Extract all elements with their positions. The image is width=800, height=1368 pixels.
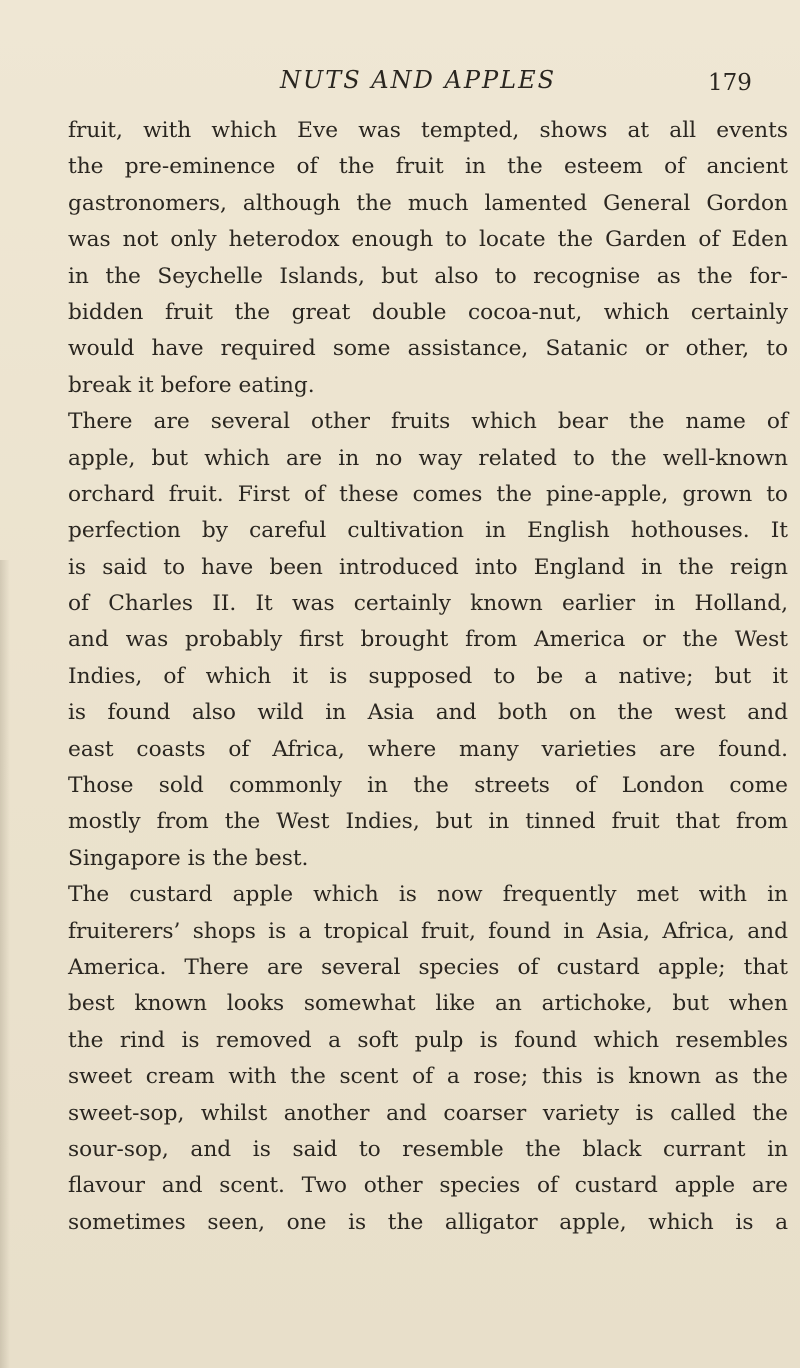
paragraph-start-line: The custard apple which is now frequently met with in — [68, 882, 788, 908]
text-line: sweet-sop, whilst another and coarser variety is called the — [68, 1100, 788, 1126]
text-line: sometimes seen, one is the alligator apple, which is a — [68, 1209, 788, 1235]
text-line: the rind is removed a soft pulp is found which resembles — [68, 1027, 788, 1053]
text-line: Indies, of which it is supposed to be a native; but it — [68, 663, 788, 689]
text-line: is said to have been introduced into England in the reign — [68, 554, 788, 580]
text-line: east coasts of Africa, where many varieties are found. — [68, 736, 788, 762]
text-line: of Charles II. It was certainly known earlier in Holland, — [68, 591, 788, 617]
text-line: Those sold commonly in the streets of London come — [68, 773, 788, 799]
text-line: mostly from the West Indies, but in tinned fruit that from — [68, 809, 788, 835]
text-line: fruiterers’ shops is a tropical fruit, found in Asia, Africa, and — [68, 918, 788, 944]
text-line: flavour and scent. Two other species of custard apple are — [68, 1173, 788, 1199]
text-line: would have required some assistance, Satanic or other, to — [68, 336, 788, 362]
text-line: was not only heterodox enough to locate the Garden of Eden — [68, 227, 788, 253]
text-line: gastronomers, although the much lamented General Gordon — [68, 190, 788, 216]
text-line: sour-sop, and is said to resemble the black currant in — [68, 1136, 788, 1162]
body-text — [68, 113, 788, 1241]
text-line: bidden fruit the great double cocoa-nut, which certainly — [68, 299, 788, 325]
text-line: America. There are several species of custard apple; that — [68, 954, 788, 980]
text-line: in the Seychelle Islands, but also to recognise as the for- — [68, 263, 788, 289]
text-line: apple, but which are in no way related to the well-known — [68, 445, 788, 471]
text-line: is found also wild in Asia and both on the west and — [68, 700, 788, 726]
paragraph-end-line: Singapore is the best. — [68, 845, 309, 871]
running-head: NUTS AND APPLES — [280, 66, 557, 94]
binding-shadow — [0, 560, 10, 1368]
text-line: orchard fruit. First of these comes the pine-apple, grown to — [68, 481, 788, 507]
text-line: best known looks somewhat like an artichoke, but when — [68, 991, 788, 1017]
page-number: 179 — [708, 70, 752, 96]
paragraph-end-line: break it before eating. — [68, 372, 315, 398]
text-line: fruit, with which Eve was tempted, shows at all events — [68, 118, 788, 143]
paragraph-start-line: There are several other fruits which bear the name of — [68, 409, 788, 435]
text-line: the pre-eminence of the fruit in the esteem of ancient — [68, 154, 788, 180]
text-line: perfection by careful cultivation in English hothouses. It — [68, 518, 788, 544]
text-line: sweet cream with the scent of a rose; this is known as the — [68, 1064, 788, 1090]
text-line: and was probably first brought from America or the West — [68, 627, 788, 653]
